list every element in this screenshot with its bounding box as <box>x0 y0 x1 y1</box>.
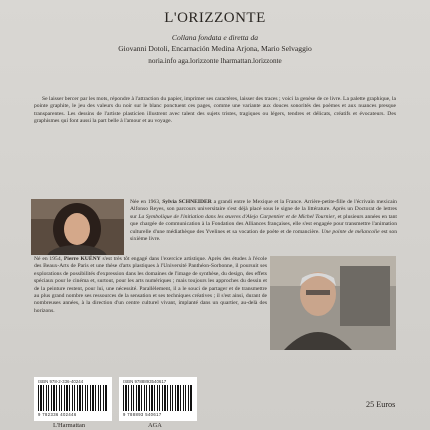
illustrator-photo <box>270 256 396 350</box>
intro-paragraph: Se laisser bercer par les mots, répondre à l'attraction du papier, imprimer ses caractères, laisser des traces ; voici la genèse de ce livre. La palette graphique, la pointe graphite, le jeu des valeurs du noir sur le blanc ponctuent ces pages, comme une variante aux douces sonorités des poèmes et aux nuances presque transparentes. Les dessins de l'artiste plasticien illustrent avec talent des sujets tristes, tragiques ou légers, tendres et délicats, créatifs et évocateurs. Des graphismes qui font aussi la part belle à l'amour et au voyage. <box>34 96 396 125</box>
illustrator-bio <box>34 256 267 315</box>
barcode-lharmattan <box>34 377 112 421</box>
book-title: Une pointe de mélancolie <box>321 228 380 235</box>
bio2-text-2: s'est très tôt engagé dans l'exercice artistique. Après des études à l'école des Beaux-Arts de Paris et une thèse d'arts plastiques à l'Université Panthéon-Sorbonne, il poursuit ses explorations de possibilités d'expression dans les domaines de l'image de synthèse, du design, des effets spéciaux pour le cinéma et, surtout, pour les arts numériques ; mais toujours les approches du dessin et de la peinture restent, pour lui, une nécessité. Parallèlement, il a le souci de partager et de transmettre au plus grand nombre ses ressources de la sensation et ses techniques créatives ; il s'est ainsi, durant de nombreuses années, à la direction d'un centre culturel vivant, implanté dans un quartier, au-delà des horizons. <box>34 256 267 314</box>
price: 25 Euros <box>366 400 396 409</box>
illustrator-name: Pierre KUÉNY <box>63 256 101 262</box>
urls: noria.info aga.lorizzonte lharmattan.lorizzonte <box>148 57 282 65</box>
editors: Giovanni Dotoli, Encarnación Medina Arjona, Mario Selvaggio <box>118 44 312 53</box>
publisher-aga: AGA <box>148 422 162 429</box>
barcode-aga <box>119 377 197 421</box>
collection-line: Collana fondata e diretta da <box>171 33 259 42</box>
author-name: Sylvia SCHNEIDER <box>162 199 212 205</box>
publisher-lharmattan: L'Harmattan <box>53 422 86 429</box>
isbn-label-1: ISBN 978-2-336-40244 <box>38 379 84 384</box>
barcode-digits-1: 9 782336 402446 <box>38 412 77 417</box>
bio1-text-2: a grandi entre le Mexique et la France. Arrière-petite-fille de l'écrivain mexicain Alfonso Reyes, son parcours universitaire s'est déjà placé sous le signe de la littérature. Après un Doctorat de lettres sur <box>130 199 397 220</box>
bio1-text-4: est son sixième livre. <box>130 228 397 243</box>
thesis-title: La Symbolique de l'initiation dans les œuvres d'Alejo Carpentier et de Michel Tournier <box>138 213 335 220</box>
barcode-lines <box>38 385 108 411</box>
author-bio <box>130 199 397 243</box>
barcode-lines <box>123 385 193 411</box>
barcode-digits-2: 9 788893 540617 <box>123 412 162 417</box>
bio1-text-3: , et plusieurs années en tant que chargée de communication à la Fondation des Alliances françaises, elle s'est engagée pour transmettre l'animation culturelle d'une médiathèque des Yvelines et sa vocation de poète et de romancière. <box>130 213 397 235</box>
bio2-text-1: Né en 1954, <box>34 256 64 262</box>
author-photo <box>31 199 124 255</box>
bio1-text-1: Née en 1963, <box>130 199 163 205</box>
isbn-label-2: ISBN 9788893540617 <box>123 379 167 384</box>
series-title: L'ORIZZONTE <box>164 10 266 26</box>
